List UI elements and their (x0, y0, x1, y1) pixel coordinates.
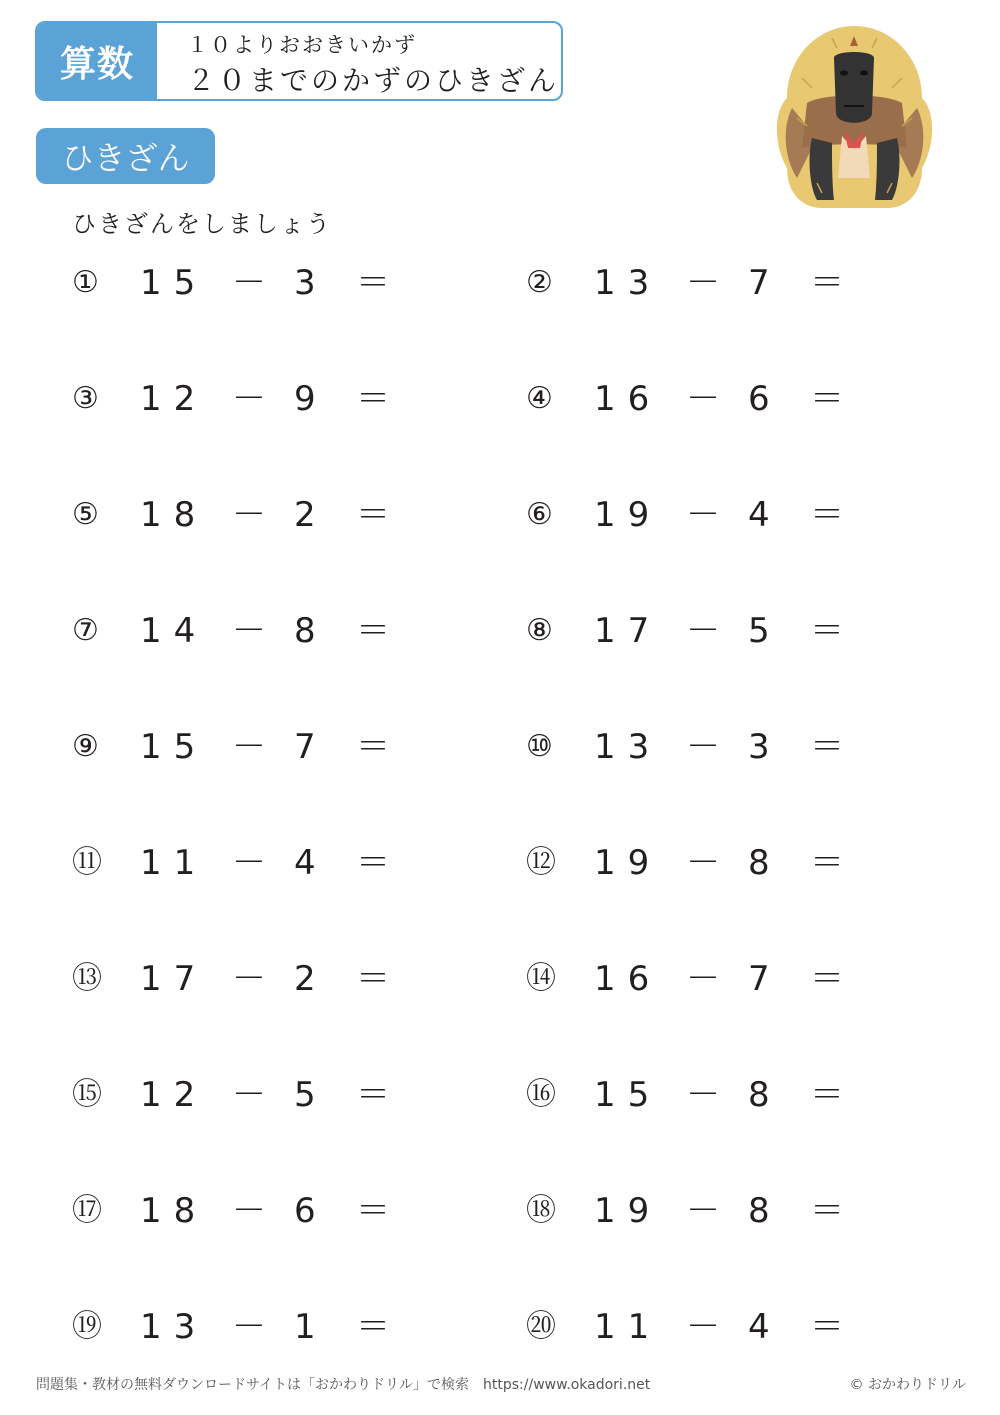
equals-sign: ＝ (356, 727, 390, 767)
minus-sign: － (686, 1307, 720, 1347)
minuend: 19 (594, 495, 662, 535)
footer-site-info: 問題集・教材の無料ダウンロードサイトは「おかわりドリル」で検索 https://www.okadori.net (36, 1377, 651, 1393)
minuend: 12 (140, 1075, 208, 1115)
subtrahend: 9 (294, 379, 316, 419)
problem-number: ⑰ (72, 1193, 102, 1228)
minuend: 13 (594, 727, 662, 767)
problem-item (526, 959, 846, 999)
problem-item (72, 959, 392, 999)
problem-item (72, 379, 392, 419)
minuend: 17 (594, 611, 662, 651)
problem-item (526, 1191, 846, 1231)
problem-number: ① (72, 265, 99, 300)
minuend: 15 (140, 727, 208, 767)
problem-number: ⑲ (72, 1309, 102, 1344)
subject-badge: 算数 (37, 23, 157, 99)
minus-sign: － (232, 959, 266, 999)
equals-sign: ＝ (810, 959, 844, 999)
problem-number: ⑬ (72, 961, 102, 996)
problem-item (526, 1075, 846, 1115)
subtrahend: 8 (748, 1075, 770, 1115)
minus-sign: － (232, 1307, 266, 1347)
equals-sign: ＝ (356, 611, 390, 651)
minuend: 15 (140, 263, 208, 303)
problem-item (526, 727, 846, 767)
problem-number: ⑪ (72, 845, 102, 880)
minuend: 14 (140, 611, 208, 651)
equals-sign: ＝ (810, 1075, 844, 1115)
minus-sign: － (686, 1191, 720, 1231)
problem-item (72, 611, 392, 651)
subtrahend: 1 (294, 1307, 316, 1347)
equals-sign: ＝ (356, 1075, 390, 1115)
problem-item (526, 263, 846, 303)
problem-item (72, 495, 392, 535)
equals-sign: ＝ (356, 1191, 390, 1231)
equals-sign: ＝ (356, 959, 390, 999)
minuend: 16 (594, 379, 662, 419)
problem-number: ③ (72, 381, 99, 416)
gelada-baboon-illustration (772, 18, 937, 213)
minuend: 17 (140, 959, 208, 999)
minus-sign: － (232, 495, 266, 535)
problem-number: ⑧ (526, 613, 553, 648)
problem-item (72, 1191, 392, 1231)
worksheet-header (35, 21, 563, 101)
equals-sign: ＝ (356, 495, 390, 535)
minuend: 18 (140, 1191, 208, 1231)
equals-sign: ＝ (810, 727, 844, 767)
subtrahend: 7 (294, 727, 316, 767)
subtrahend: 3 (294, 263, 316, 303)
problem-item (72, 843, 392, 883)
problem-number: ② (526, 265, 553, 300)
minus-sign: － (232, 1191, 266, 1231)
problem-number: ⑤ (72, 497, 99, 532)
equals-sign: ＝ (810, 843, 844, 883)
minuend: 12 (140, 379, 208, 419)
subtrahend: 3 (748, 727, 770, 767)
minus-sign: － (686, 727, 720, 767)
problem-item (72, 1075, 392, 1115)
subtrahend: 7 (748, 959, 770, 999)
footer-copyright: © おかわりドリル (849, 1377, 966, 1393)
subtrahend: 8 (748, 1191, 770, 1231)
minus-sign: － (232, 1075, 266, 1115)
minus-sign: － (686, 611, 720, 651)
subtrahend: 4 (294, 843, 316, 883)
subtrahend: 4 (748, 495, 770, 535)
minus-sign: － (686, 1075, 720, 1115)
minuend: 19 (594, 1191, 662, 1231)
problem-number: ⑦ (72, 613, 99, 648)
minus-sign: － (686, 495, 720, 535)
problem-number: ⑮ (72, 1077, 102, 1112)
subtrahend: 5 (748, 611, 770, 651)
problem-item (526, 379, 846, 419)
minus-sign: － (686, 379, 720, 419)
problem-number: ⑯ (526, 1077, 556, 1112)
minuend: 16 (594, 959, 662, 999)
subtrahend: 6 (748, 379, 770, 419)
subtrahend: 2 (294, 959, 316, 999)
minuend: 11 (140, 843, 208, 883)
section-badge: ひきざん (36, 128, 215, 184)
minuend: 19 (594, 843, 662, 883)
problem-number: ⑩ (526, 729, 553, 764)
equals-sign: ＝ (810, 263, 844, 303)
worksheet-subtitle: １０よりおおきいかず (187, 33, 417, 57)
minuend: 13 (594, 263, 662, 303)
subtrahend: 2 (294, 495, 316, 535)
problem-number: ⑫ (526, 845, 556, 880)
minuend: 13 (140, 1307, 208, 1347)
subtrahend: 8 (748, 843, 770, 883)
minus-sign: － (232, 843, 266, 883)
subtrahend: 8 (294, 611, 316, 651)
minus-sign: － (686, 959, 720, 999)
problem-number: ④ (526, 381, 553, 416)
equals-sign: ＝ (356, 843, 390, 883)
problem-item (72, 727, 392, 767)
minus-sign: － (232, 727, 266, 767)
subtrahend: 7 (748, 263, 770, 303)
equals-sign: ＝ (810, 1191, 844, 1231)
equals-sign: ＝ (356, 1307, 390, 1347)
problem-item (526, 495, 846, 535)
problem-item (72, 263, 392, 303)
minuend: 18 (140, 495, 208, 535)
minus-sign: － (232, 611, 266, 651)
minus-sign: － (686, 263, 720, 303)
subtrahend: 6 (294, 1191, 316, 1231)
equals-sign: ＝ (810, 495, 844, 535)
minuend: 11 (594, 1307, 662, 1347)
problem-item (526, 843, 846, 883)
subtrahend: 5 (294, 1075, 316, 1115)
equals-sign: ＝ (810, 1307, 844, 1347)
minus-sign: － (232, 379, 266, 419)
equals-sign: ＝ (356, 379, 390, 419)
equals-sign: ＝ (810, 379, 844, 419)
problem-item (526, 1307, 846, 1347)
equals-sign: ＝ (356, 263, 390, 303)
problem-item (72, 1307, 392, 1347)
minus-sign: － (232, 263, 266, 303)
instruction-text: ひきざんをしましょう (72, 210, 332, 238)
problem-number: ⑳ (526, 1309, 556, 1344)
problem-number: ⑨ (72, 729, 99, 764)
minuend: 15 (594, 1075, 662, 1115)
minus-sign: － (686, 843, 720, 883)
problem-number: ⑱ (526, 1193, 556, 1228)
problem-item (526, 611, 846, 651)
problem-number: ⑭ (526, 961, 556, 996)
subtrahend: 4 (748, 1307, 770, 1347)
worksheet-title: ２０までのかずのひきざん (187, 64, 560, 97)
problem-number: ⑥ (526, 497, 553, 532)
equals-sign: ＝ (810, 611, 844, 651)
